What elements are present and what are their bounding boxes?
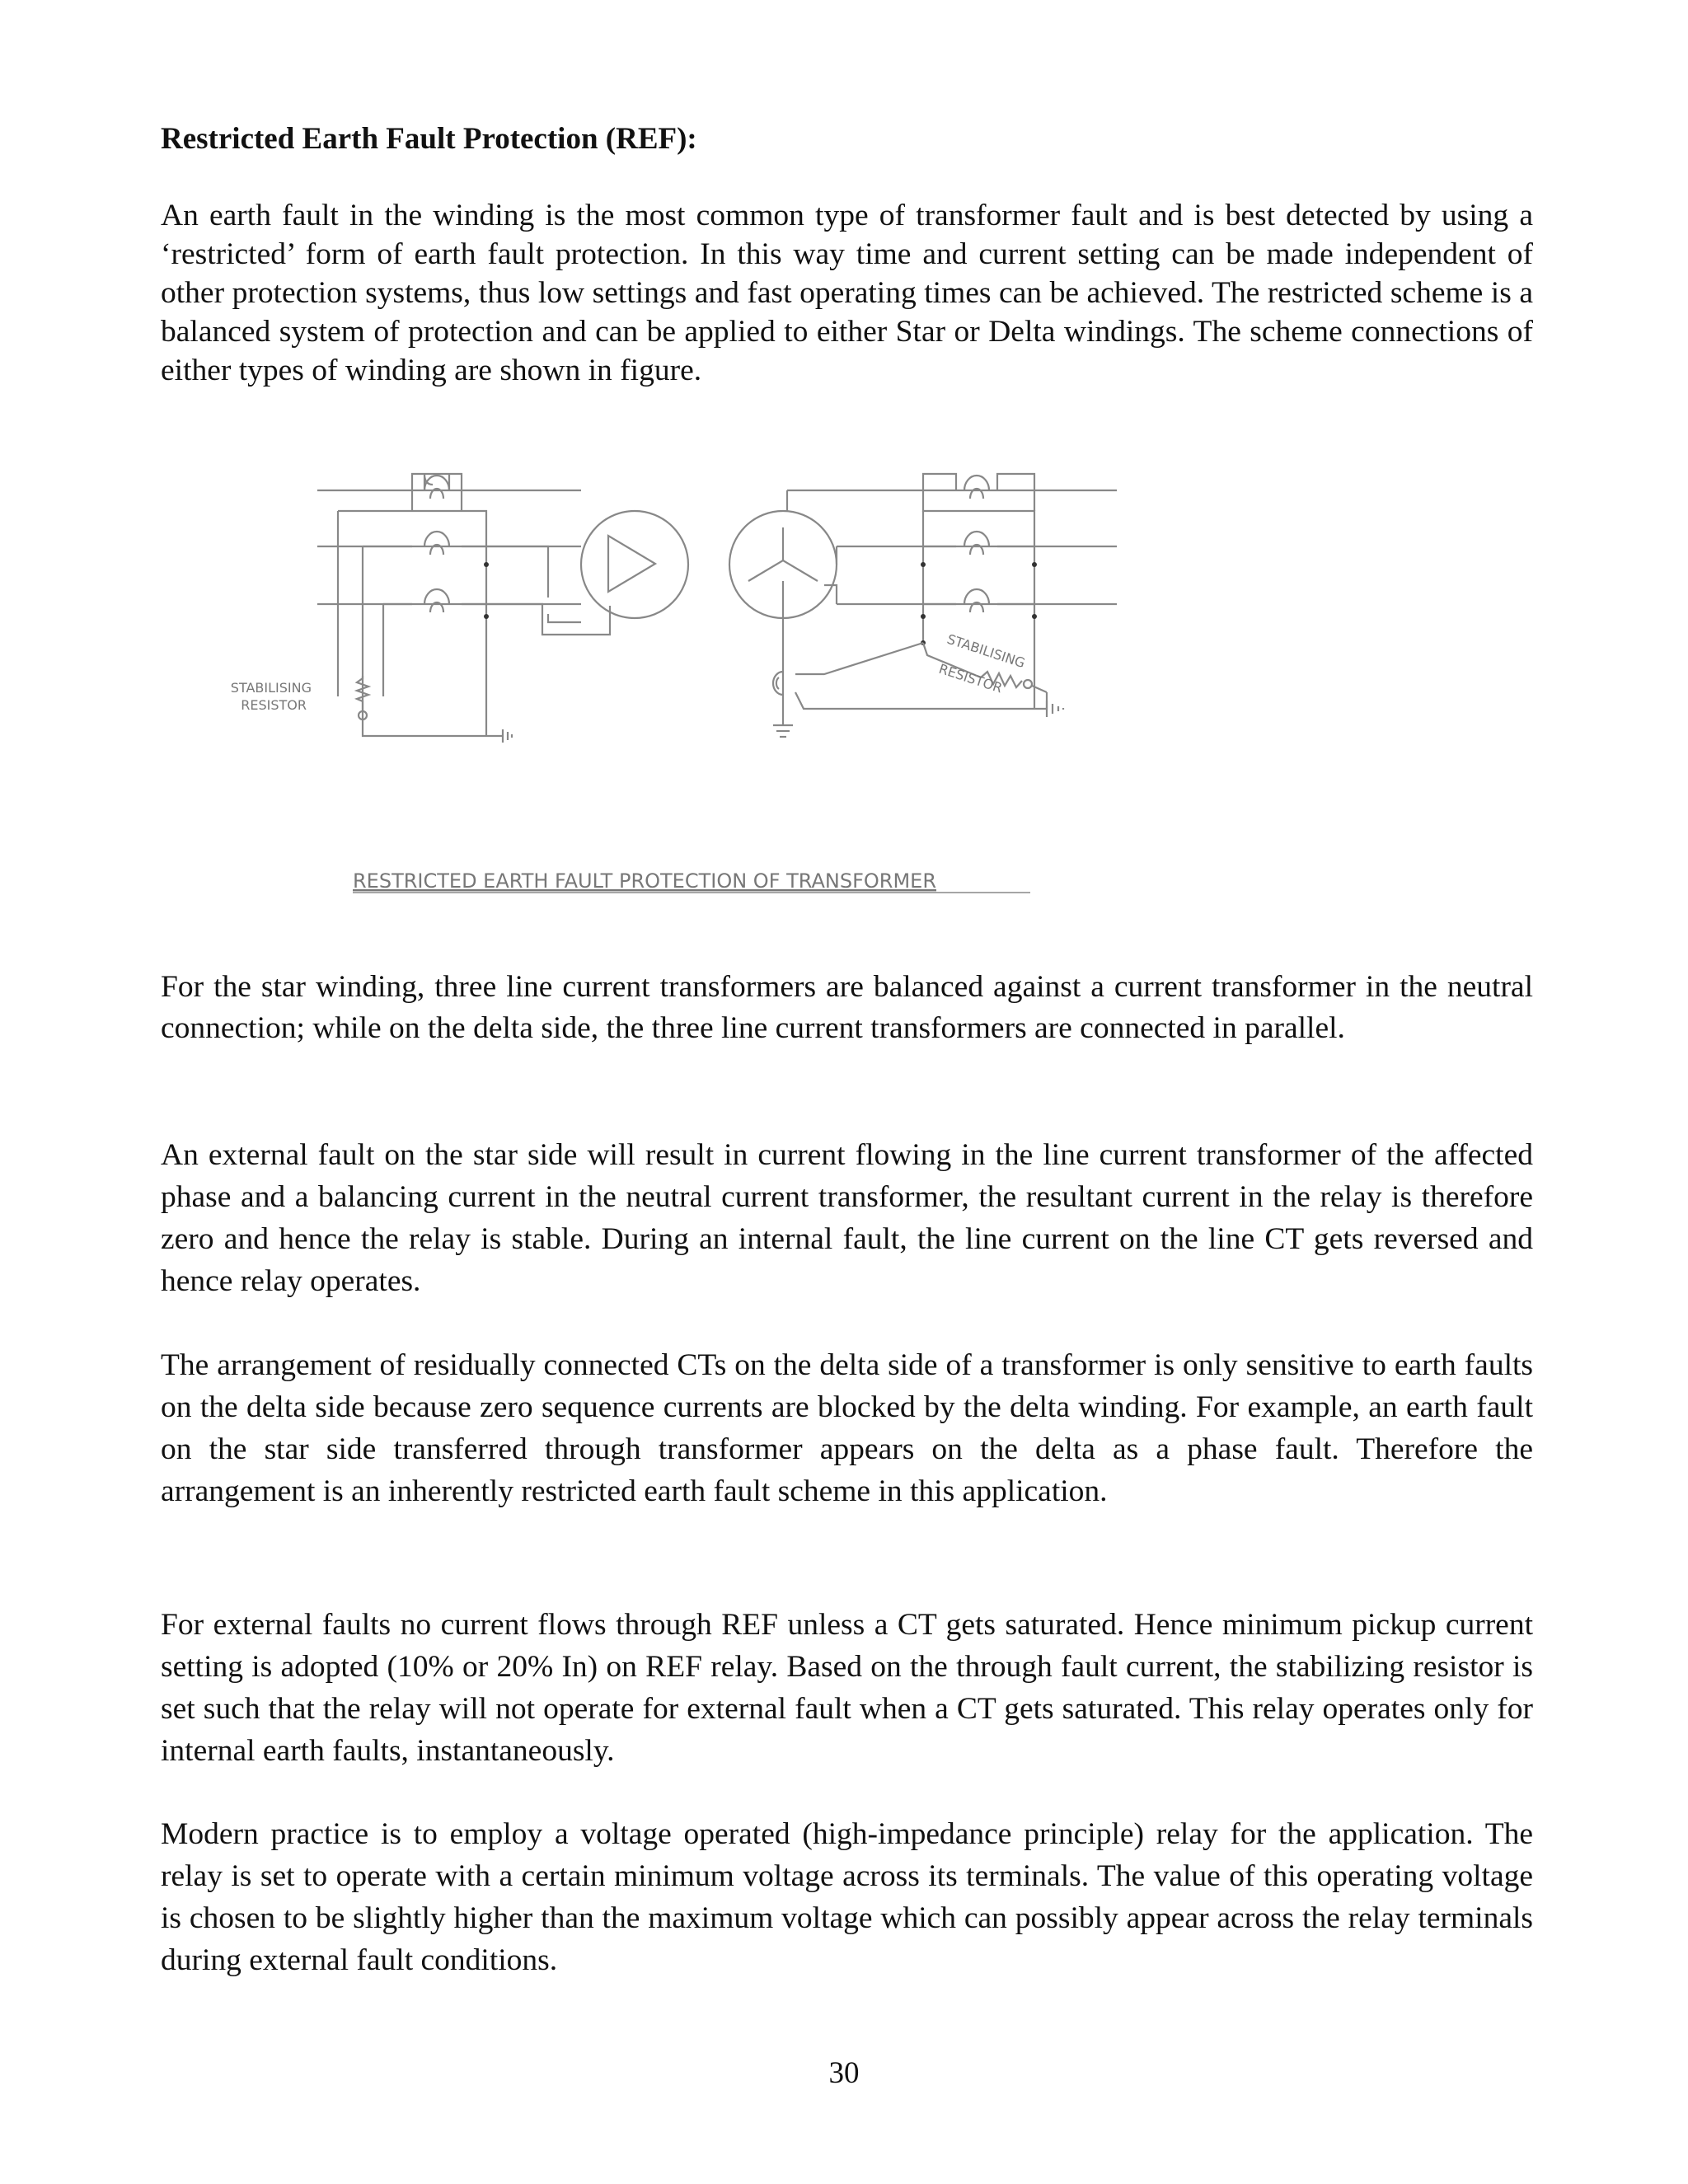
ground-icon (773, 717, 793, 737)
paragraph-intro: An earth fault in the winding is the most common type of transformer fault and is best detected by using a ‘restricted’ form of earth fault protection. In this way time and current setting can be made independent of other protection systems, thus low settings and fast operating times can be achieved. The restricted scheme is a balanced system of protection and can be applied to either Star or Delta windings. The scheme connections of either types of winding are shown in figure. (161, 199, 1533, 387)
delta-side-circuit (317, 474, 688, 743)
section-heading: Restricted Earth Fault Protection (REF): (161, 122, 697, 156)
delta-winding-icon (581, 511, 688, 618)
ref-circuit-diagram (0, 462, 1688, 923)
line-ct-icon (424, 474, 449, 612)
figure-caption: RESTRICTED EARTH FAULT PROTECTION OF TRANSFORMER (353, 869, 937, 893)
paragraph-star-winding: For the star winding, three line current transformers are balanced against a current transformer in the neutral connection; while on the delta side, the three line current transformers are connected in parallel. (161, 970, 1533, 1045)
right-resistor-label-line2: RESISTOR (936, 660, 1005, 696)
star-side-circuit (729, 474, 1117, 737)
paragraph-external-fault: An external fault on the star side will result in current flowing in the line current transformer of the affected phase and a balancing current in the neutral current transformer, the resultant current in the relay is therefore zero and hence the relay is stable. During an internal fault, the line current on the line CT gets reversed and hence relay operates. (161, 1138, 1533, 1298)
page-number: 30 (828, 2056, 860, 2090)
paragraph-residual-cts: The arrangement of residually connected CTs on the delta side of a transformer is only sensitive to earth faults on the delta side because zero sequence currents are blocked by the delta winding. For example, an earth fault on the star side transferred through transformer appears on the delta as a phase fault. Therefore the arrangement is an inherently restricted earth fault scheme in this application. (161, 1348, 1533, 1508)
paragraph-modern-practice: Modern practice is to employ a voltage operated (high-impedance principle) relay for the application. The relay is set to operate with a certain minimum voltage across its terminals. The value of this operating voltage is chosen to be slightly higher than the maximum voltage which can possibly appear across the relay terminals during external fault conditions. (161, 1817, 1533, 1977)
left-resistor-label-line1: STABILISING (230, 680, 312, 696)
ground-icon (503, 729, 512, 743)
paragraph-pickup-setting: For external faults no current flows through REF unless a CT gets saturated. Hence minimum pickup current setting is adopted (10% or 20% In) on REF relay. Based on the through fault current, the stabilizing resistor is set such that the relay will not operate for external fault when a CT gets saturated. This relay operates only for internal earth faults, instantaneously. (161, 1608, 1533, 1768)
right-resistor-label-line1: STABILISING (945, 630, 1028, 672)
left-resistor-label-line2: RESISTOR (241, 697, 307, 713)
ref-scheme-figure (0, 462, 1688, 923)
neutral-ct-icon (773, 672, 783, 695)
line-ct-icon (964, 476, 989, 612)
ground-icon (1047, 701, 1063, 717)
